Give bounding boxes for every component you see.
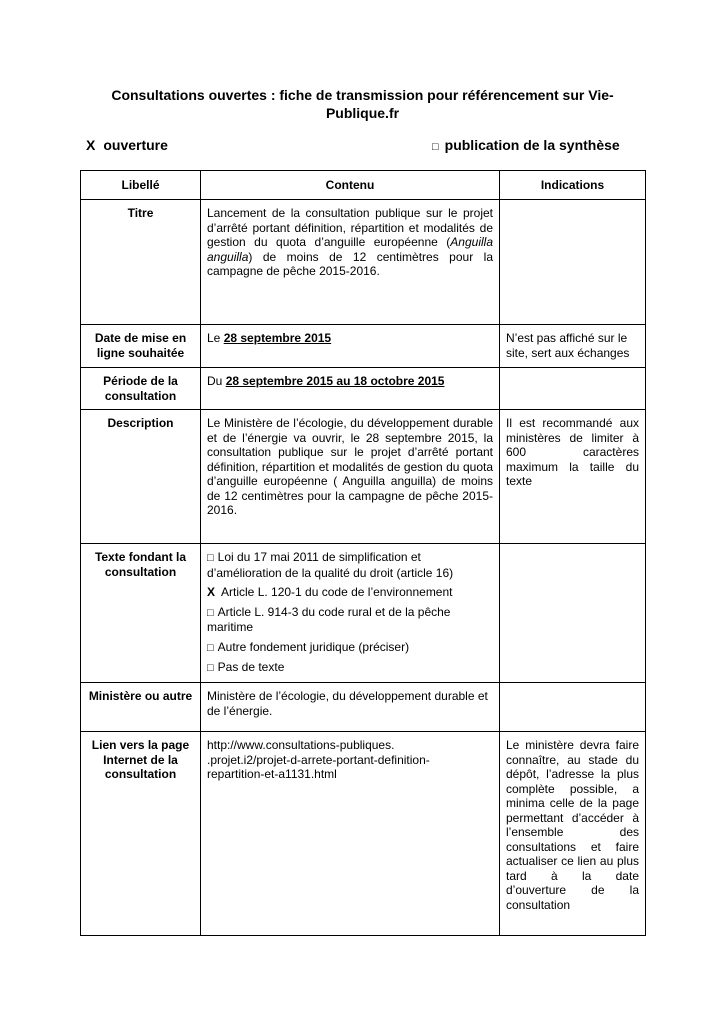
row-lien [81,732,646,936]
document-title [80,86,645,122]
indication-titre [500,200,646,325]
row-periode [81,368,646,410]
content-description: Le Ministère de l’écologie, du développement durable et de l’énergie va ouvrir, le 28 septembre 2015, la consultation publique sur le projet d’arrêté portant définition, répartition et modalités de gestion du quota d’anguille européenne ( Anguilla anguilla) de moins de 12 centimètres pour la campagne de pêche 2015-2016. [201,410,500,544]
indication-periode [500,368,646,410]
content-ministere: Ministère de l’écologie, du développement durable et de l’énergie. [201,683,500,732]
checkbox-icon: □ [207,641,214,654]
row-date-mise-en-ligne [81,325,646,368]
checkbox-icon: □ [207,606,214,619]
legal-option-text: Loi du 17 mai 2011 de simplification et d’amélioration de la qualité du droit (article 16) [207,550,454,580]
indication-ministere [500,683,646,732]
checkbox-icon: □ [207,552,214,564]
label-date-mise-en-ligne: Date de mise en ligne souhaitée [81,325,201,368]
label-titre: Titre [81,200,201,325]
content-titre-pre: Lancement de la consultation publique sur le projet d’arrêté portant définition, répartition et modalités de gestion du quota d’anguille européenne ( [207,206,493,249]
checkbox-icon: □ [207,662,214,674]
indication-description: Il est recommandé aux ministères de limiter à 600 caractères maximum la taille du texte [500,410,646,544]
option-ouverture [86,137,168,153]
checkbox-icon: □ [432,141,439,153]
consultation-url-line1: http://www.consultations-publiques. [207,738,395,752]
column-header-libelle: Libellé [81,171,201,200]
legal-option-loi-2011 [207,550,493,580]
legal-option-pas-de-texte [207,660,493,676]
label-ministere: Ministère ou autre [81,683,201,732]
label-periode: Période de la consultation [81,368,201,410]
row-texte-fondant [81,544,646,683]
option-ouverture-label: ouverture [103,137,168,153]
content-periode-value: 28 septembre 2015 au 18 octobre 2015 [225,374,445,388]
legal-option-text: Pas de texte [217,660,285,674]
indication-texte-fondant [500,544,646,683]
row-titre [81,200,646,325]
legal-option-text: Article L. 914-3 du code rural et de la pêche maritime [207,604,451,634]
content-titre-post: ) de moins de 12 centimètres pour la campagne de pêche 2015-2016. [207,249,493,278]
indication-lien: Le ministère devra faire connaître, au stade du dépôt, l’adresse la plus complète possible, a minima celle de la page permettant d’accéder à l’ensemble des consultations et faire actualiser ce lien au plus tard à la date d’ouverture de la consultation [500,732,646,936]
content-date-prefix: Le [207,331,221,345]
consultation-url-line2: .projet.i2/projet-d-arrete-portant-definition- [207,752,430,767]
content-date-value: 28 septembre 2015 [223,331,332,345]
option-publication-label: publication de la synthèse [444,137,620,153]
content-periode [201,368,500,410]
column-header-indications: Indications [500,171,646,200]
label-description: Description [81,410,201,544]
consultation-url-line3: repartition-et-a1131.html [207,767,337,781]
indication-date: N’est pas affiché sur le site, sert aux échanges [500,325,646,368]
option-publication-synthese [432,137,620,153]
content-periode-prefix: Du [207,374,223,388]
table-header-row [81,171,646,200]
transmission-table [80,170,646,936]
content-texte-fondant [201,544,500,683]
content-date [201,325,500,368]
legal-option-autre [207,640,493,656]
content-titre [201,200,500,325]
legal-option-text: Autre fondement juridique (préciser) [217,639,410,654]
label-texte-fondant: Texte fondant la consultation [81,544,201,683]
document-title-line2: Publique.fr [325,105,400,121]
checked-mark-icon: X [207,585,216,599]
content-lien [201,732,500,936]
document-title-line1: Consultations ouvertes : fiche de transmission pour référencement sur Vie- [111,87,614,103]
legal-option-code-rural [207,605,493,635]
option-ouverture-mark: X [86,137,96,153]
legal-option-code-environnement [207,585,493,600]
row-ministere [81,683,646,732]
legal-option-text: Article L. 120-1 du code de l’environnement [221,585,453,599]
column-header-contenu: Contenu [201,171,500,200]
row-description [81,410,646,544]
content-titre-species: Anguilla anguilla [207,235,493,264]
label-lien: Lien vers la page Internet de la consultation [81,732,201,936]
